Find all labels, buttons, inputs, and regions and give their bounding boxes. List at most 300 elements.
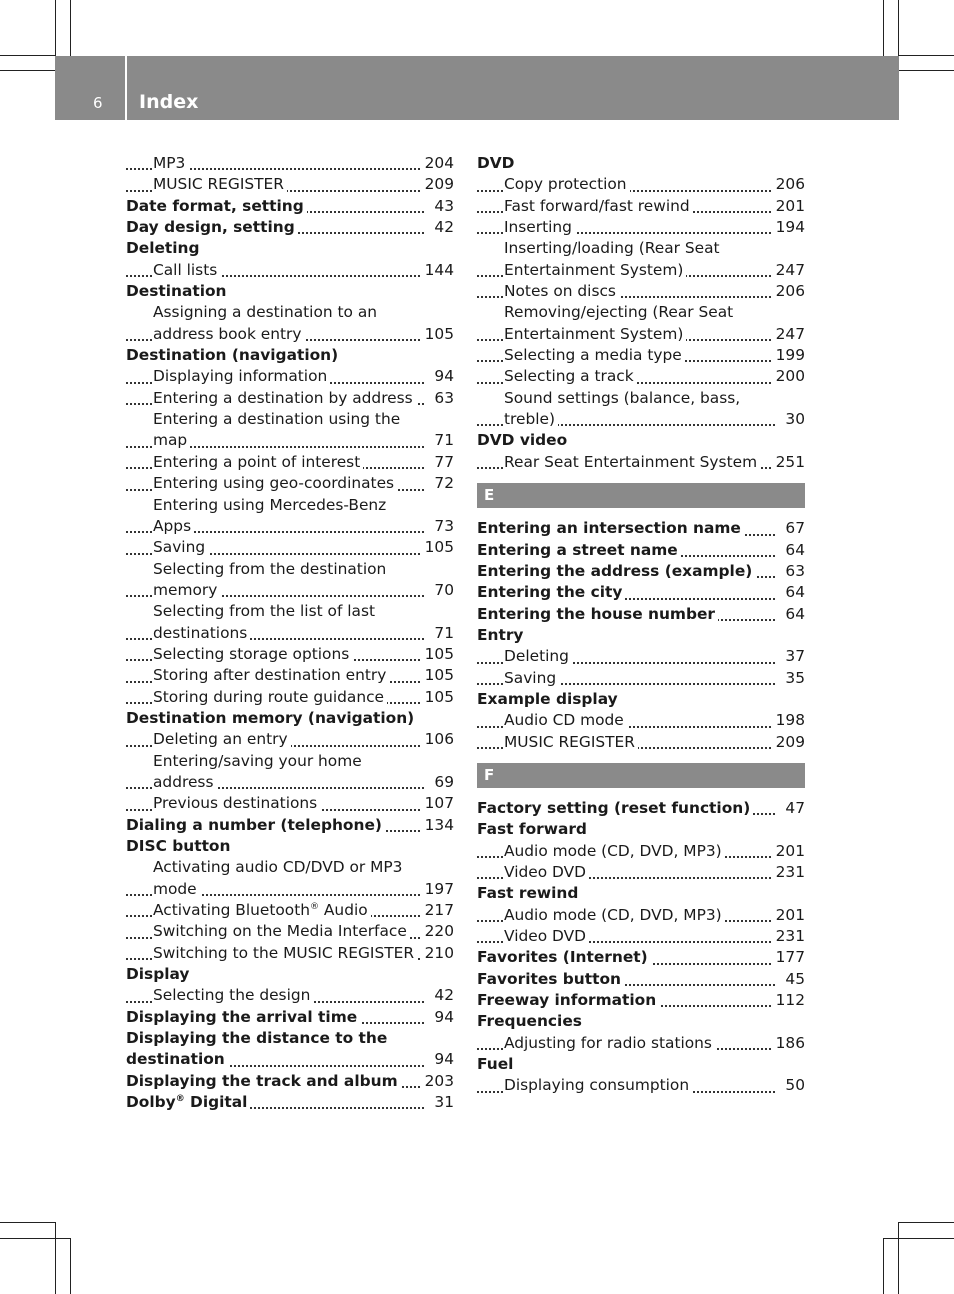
index-subentry <box>126 559 454 580</box>
entry-label <box>504 367 637 385</box>
index-subentry[interactable] <box>126 772 454 793</box>
entry-text: Audio CD mode <box>504 711 624 730</box>
entry-text: Entertainment System) <box>504 260 684 279</box>
index-entry[interactable] <box>126 1049 454 1070</box>
page-reference[interactable]: 206 <box>772 281 805 302</box>
entry-label <box>126 282 230 300</box>
page-reference[interactable]: 31 <box>430 1092 454 1113</box>
index-entry <box>126 238 454 259</box>
index-subentry[interactable] <box>126 452 454 473</box>
entry-label <box>153 367 330 385</box>
entry-label <box>153 303 380 321</box>
entry-label <box>504 927 589 945</box>
entry-label <box>504 906 725 924</box>
entry-text: Day design, setting <box>126 218 295 237</box>
entry-text: Freeway information <box>477 991 657 1010</box>
index-subentry[interactable] <box>126 793 454 814</box>
entry-label <box>153 175 287 193</box>
page-reference[interactable]: 199 <box>772 345 805 366</box>
index-subentry[interactable] <box>477 196 805 217</box>
entry-text: Selecting storage options <box>153 644 350 663</box>
index-entry[interactable] <box>126 196 454 217</box>
page-reference[interactable]: 200 <box>772 366 805 387</box>
entry-text: Deleting <box>504 647 569 666</box>
page-reference[interactable]: 209 <box>772 732 805 753</box>
page-reference[interactable]: 71 <box>430 430 454 451</box>
entry-label <box>126 239 203 257</box>
index-subentry <box>477 238 805 259</box>
index-subentry[interactable] <box>126 729 454 750</box>
index-subentry[interactable] <box>126 430 454 451</box>
entry-text: Fast rewind <box>477 884 579 903</box>
page-reference[interactable]: 72 <box>430 473 454 494</box>
page-reference[interactable]: 206 <box>772 174 805 195</box>
page-reference[interactable]: 204 <box>421 153 454 174</box>
entry-label <box>504 1034 715 1052</box>
index-subentry[interactable] <box>477 174 805 195</box>
entry-text: Destination (navigation) <box>126 346 339 365</box>
entry-text: Inserting/loading (Rear Seat <box>504 239 720 258</box>
entry-text: Entering the city <box>477 583 623 602</box>
entry-label <box>126 1050 228 1068</box>
page-title: Index <box>139 91 199 113</box>
index-entry[interactable] <box>477 582 805 603</box>
page-reference[interactable]: 94 <box>430 1049 454 1070</box>
crop-mark <box>70 1238 71 1294</box>
page-reference[interactable]: 112 <box>772 990 805 1011</box>
entry-text: Apps <box>153 516 192 535</box>
entry-text: Switching to the MUSIC REGISTER <box>153 943 415 962</box>
entry-text: Selecting the design <box>153 986 311 1005</box>
entry-text: Call lists <box>153 260 218 279</box>
index-subentry[interactable] <box>477 926 805 947</box>
entry-label <box>504 389 743 407</box>
entry-label <box>477 991 659 1009</box>
entry-label <box>153 496 389 514</box>
entry-label <box>504 733 638 751</box>
index-subentry[interactable] <box>126 260 454 281</box>
page-reference[interactable]: 63 <box>430 388 454 409</box>
entry-label <box>126 1072 401 1090</box>
index-entry <box>477 1054 805 1075</box>
crop-mark <box>0 55 56 56</box>
index-subentry[interactable] <box>477 732 805 753</box>
page-reference[interactable]: 67 <box>781 518 805 539</box>
crop-mark <box>898 0 899 56</box>
page-reference[interactable]: 45 <box>781 969 805 990</box>
entry-label <box>477 799 753 817</box>
entry-text: Audio mode (CD, DVD, MP3) <box>504 905 722 924</box>
entry-text: Storing during route guidance <box>153 687 385 706</box>
index-subentry[interactable] <box>126 537 454 558</box>
index-subentry[interactable] <box>126 985 454 1006</box>
crop-mark <box>55 0 56 56</box>
page-number: 6 <box>93 94 103 112</box>
entry-text: DVD <box>477 154 515 172</box>
index-entry <box>126 836 454 857</box>
entry-label <box>126 197 307 215</box>
entry-text: Selecting from the list of last <box>153 602 376 621</box>
index-subentry <box>126 409 454 430</box>
entry-label <box>126 1008 360 1026</box>
index-entry[interactable] <box>126 1071 454 1092</box>
entry-label <box>126 709 417 727</box>
index-subentry[interactable] <box>126 623 454 644</box>
page-reference[interactable]: 30 <box>781 409 805 430</box>
page-reference[interactable]: 105 <box>421 644 454 665</box>
index-subentry[interactable] <box>126 687 454 708</box>
entry-text: Example display <box>477 689 618 708</box>
index-subentry[interactable] <box>126 516 454 537</box>
entry-label <box>477 154 517 172</box>
index-entry[interactable] <box>477 604 805 625</box>
index-subentry[interactable] <box>477 646 805 667</box>
index-entry[interactable] <box>477 990 805 1011</box>
entry-label <box>153 666 389 684</box>
entry-text: Deleting <box>126 239 200 258</box>
entry-label <box>153 517 194 535</box>
entry-label <box>153 410 403 428</box>
index-entry[interactable] <box>477 969 805 990</box>
page-reference[interactable]: 209 <box>421 174 454 195</box>
index-subentry[interactable] <box>126 174 454 195</box>
entry-text: Dolby <box>126 1093 176 1112</box>
index-subentry[interactable] <box>126 366 454 387</box>
index-subentry[interactable] <box>477 345 805 366</box>
entry-label <box>477 884 581 902</box>
index-column-left <box>126 153 454 1113</box>
page-reference[interactable]: 231 <box>772 862 805 883</box>
page-reference[interactable]: 247 <box>772 260 805 281</box>
page-reference[interactable]: 37 <box>781 646 805 667</box>
entry-text: Entering/saving your home <box>153 751 362 770</box>
index-subentry <box>126 751 454 772</box>
entry-label <box>504 303 736 321</box>
entry-label <box>153 325 304 343</box>
entry-text: Dialing a number (telephone) <box>126 815 382 834</box>
index-subentry[interactable] <box>126 153 454 174</box>
page-reference[interactable]: 198 <box>772 710 805 731</box>
entry-text: Factory setting (reset function) <box>477 798 751 817</box>
index-subentry[interactable] <box>477 281 805 302</box>
entry-label <box>477 519 744 537</box>
page-reference[interactable]: 247 <box>772 324 805 345</box>
entry-label <box>477 541 681 559</box>
page-reference[interactable]: 94 <box>430 366 454 387</box>
entry-text: Saving <box>153 538 206 557</box>
index-subentry[interactable] <box>477 1033 805 1054</box>
entry-label <box>153 880 200 898</box>
section-letter-header: F <box>477 763 805 788</box>
entry-text: Entering a destination using the <box>153 410 401 429</box>
entry-label <box>153 560 389 578</box>
entry-text: Sound settings (balance, bass, <box>504 388 741 407</box>
index-entry <box>126 964 454 985</box>
index-subentry[interactable] <box>126 580 454 601</box>
entry-text: MUSIC REGISTER <box>504 732 635 751</box>
index-entry[interactable] <box>126 1007 454 1028</box>
entry-text: Fuel <box>477 1055 514 1074</box>
page-reference[interactable]: 35 <box>781 668 805 689</box>
index-entry[interactable] <box>477 561 805 582</box>
entry-label <box>504 282 619 300</box>
page-reference[interactable]: 201 <box>772 196 805 217</box>
page-reference[interactable]: 77 <box>430 452 454 473</box>
entry-text: Selecting a media type <box>504 346 682 365</box>
page-reference[interactable]: 177 <box>772 947 805 968</box>
entry-text: Date format, setting <box>126 196 304 215</box>
entry-text: memory <box>153 580 218 599</box>
entry-label <box>153 986 313 1004</box>
entry-text: Destination memory (navigation) <box>126 708 415 727</box>
registered-mark: ® <box>310 901 320 912</box>
page-reference[interactable]: 220 <box>421 921 454 942</box>
index-subentry[interactable] <box>126 943 454 964</box>
crop-mark <box>898 70 954 71</box>
entry-text: address book entry <box>153 324 302 343</box>
entry-label <box>153 645 352 663</box>
index-subentry <box>477 302 805 323</box>
crop-mark <box>898 1222 899 1294</box>
crop-mark <box>55 1222 56 1294</box>
page-reference[interactable]: 94 <box>430 1007 454 1028</box>
index-entry[interactable] <box>126 1092 454 1113</box>
entry-text: DVD video <box>477 431 568 450</box>
entry-text: Fast forward/fast rewind <box>504 196 690 215</box>
index-subentry[interactable] <box>477 324 805 345</box>
entry-text: Entering the house number <box>477 604 716 623</box>
index-entry <box>477 883 805 904</box>
entry-label <box>153 752 365 770</box>
entry-text: mode <box>153 879 197 898</box>
entry-label <box>153 688 387 706</box>
index-entry[interactable] <box>477 540 805 561</box>
entry-label <box>153 624 250 642</box>
index-entry <box>126 345 454 366</box>
entry-text: destinations <box>153 623 248 642</box>
page-reference[interactable]: 201 <box>772 905 805 926</box>
index-subentry[interactable] <box>126 388 454 409</box>
index-subentry[interactable] <box>126 921 454 942</box>
index-subentry[interactable] <box>126 473 454 494</box>
crop-mark <box>883 1238 884 1294</box>
entry-text: Destination <box>126 282 227 301</box>
page-reference[interactable]: 69 <box>430 772 454 793</box>
page-reference[interactable]: 105 <box>421 324 454 345</box>
entry-text: Fast forward <box>477 820 587 839</box>
page-reference[interactable]: 144 <box>421 260 454 281</box>
index-subentry[interactable] <box>477 452 805 473</box>
page-reference[interactable]: 43 <box>430 196 454 217</box>
entry-label <box>153 901 371 919</box>
page-reference[interactable]: 194 <box>772 217 805 238</box>
index-subentry[interactable] <box>477 668 805 689</box>
index-subentry[interactable] <box>477 862 805 883</box>
page-reference[interactable]: 106 <box>421 729 454 750</box>
crop-mark <box>0 1222 56 1223</box>
header-divider <box>125 56 127 120</box>
entry-label <box>126 965 192 983</box>
index-column-right <box>477 153 805 1097</box>
entry-label <box>477 562 755 580</box>
entry-label <box>477 820 590 838</box>
page-reference[interactable]: 70 <box>430 580 454 601</box>
section-letter-header: E <box>477 483 805 508</box>
page-reference[interactable]: 71 <box>430 623 454 644</box>
entry-text: Copy protection <box>504 175 627 194</box>
entry-label <box>153 794 320 812</box>
index-entry[interactable] <box>477 947 805 968</box>
page-reference[interactable]: 217 <box>421 900 454 921</box>
entry-text: Deleting an entry <box>153 730 288 749</box>
crop-mark <box>883 0 884 56</box>
entry-text: Frequencies <box>477 1012 582 1031</box>
entry-text: Saving <box>504 668 557 687</box>
page-reference[interactable]: 203 <box>421 1071 454 1092</box>
entry-text: Displaying information <box>153 367 328 386</box>
index-subentry[interactable] <box>477 409 805 430</box>
entry-text: Adjusting for radio stations <box>504 1033 712 1052</box>
entry-label <box>504 261 686 279</box>
entry-text: Previous destinations <box>153 794 318 813</box>
entry-text: Video DVD <box>504 862 586 881</box>
entry-label <box>477 948 651 966</box>
page-reference[interactable]: 64 <box>781 604 805 625</box>
page-reference[interactable]: 251 <box>772 452 805 473</box>
entry-label <box>153 581 220 599</box>
entry-label <box>126 837 233 855</box>
page-reference[interactable]: 197 <box>421 879 454 900</box>
entry-text: treble) <box>504 410 556 429</box>
entry-label <box>153 431 190 449</box>
entry-label <box>477 605 718 623</box>
crop-mark <box>898 55 954 56</box>
index-subentry[interactable] <box>477 260 805 281</box>
index-entry <box>477 153 805 174</box>
page-reference[interactable]: 105 <box>421 537 454 558</box>
index-subentry[interactable] <box>477 710 805 731</box>
entry-text: Video DVD <box>504 927 586 945</box>
entry-label <box>477 1055 516 1073</box>
page-reference[interactable]: 186 <box>772 1033 805 1054</box>
entry-label <box>477 970 624 988</box>
index-entry[interactable] <box>126 217 454 238</box>
page-reference[interactable]: 42 <box>430 217 454 238</box>
entry-text: Entering a destination by address <box>153 388 413 407</box>
entry-label <box>504 453 760 471</box>
index-subentry <box>126 857 454 878</box>
page-reference[interactable]: 201 <box>772 841 805 862</box>
entry-label <box>504 669 559 687</box>
page-reference[interactable]: 73 <box>430 516 454 537</box>
entry-label <box>126 346 341 364</box>
entry-label <box>153 602 378 620</box>
page-reference[interactable]: 47 <box>781 798 805 819</box>
entry-label <box>477 431 570 449</box>
index-entry <box>477 1011 805 1032</box>
index-subentry[interactable] <box>126 665 454 686</box>
entry-label <box>153 858 405 876</box>
page-reference[interactable]: 63 <box>781 561 805 582</box>
entry-label <box>153 261 220 279</box>
entry-text: Switching on the Media Interface <box>153 922 407 941</box>
entry-text: MP3 <box>153 154 186 172</box>
page-reference[interactable]: 231 <box>772 926 805 947</box>
entry-label <box>153 538 208 556</box>
entry-text: MUSIC REGISTER <box>153 175 284 194</box>
index-subentry[interactable] <box>477 905 805 926</box>
entry-label <box>504 842 725 860</box>
index-entry[interactable] <box>477 798 805 819</box>
index-subentry[interactable] <box>477 841 805 862</box>
entry-text: Notes on discs <box>504 282 616 301</box>
index-subentry[interactable] <box>477 1075 805 1096</box>
entry-text: Displaying consumption <box>504 1076 690 1095</box>
crop-mark <box>0 70 56 71</box>
crop-mark <box>898 1222 954 1223</box>
entry-label <box>477 583 625 601</box>
entry-text: Entering the address (example) <box>477 561 753 580</box>
page-reference[interactable]: 50 <box>781 1075 805 1096</box>
page-reference[interactable]: 105 <box>421 687 454 708</box>
entry-label <box>504 1076 692 1094</box>
page-reference[interactable]: 134 <box>421 815 454 836</box>
index-entry[interactable] <box>126 815 454 836</box>
entry-label <box>153 474 397 492</box>
entry-text: Entering a street name <box>477 540 678 559</box>
page-reference[interactable]: 64 <box>781 540 805 561</box>
entry-text: Displaying the distance to the <box>126 1029 388 1048</box>
index-subentry[interactable] <box>126 879 454 900</box>
page-reference[interactable]: 42 <box>430 985 454 1006</box>
page-reference[interactable]: 107 <box>421 793 454 814</box>
entry-text: Rear Seat Entertainment System <box>504 452 758 471</box>
page-header <box>55 56 899 120</box>
index-entry[interactable] <box>477 518 805 539</box>
index-subentry[interactable] <box>126 644 454 665</box>
entry-text: address <box>153 772 214 791</box>
entry-label <box>504 175 630 193</box>
page-reference[interactable]: 64 <box>781 582 805 603</box>
entry-label <box>153 154 188 172</box>
index-subentry[interactable] <box>126 324 454 345</box>
entry-text: destination <box>126 1050 225 1069</box>
entry-label <box>504 647 572 665</box>
entry-text: Selecting from the destination <box>153 559 387 578</box>
index-subentry[interactable] <box>477 217 805 238</box>
entry-label <box>477 690 621 708</box>
entry-text: Inserting <box>504 218 572 237</box>
entry-label <box>477 1012 585 1030</box>
entry-text: Removing/ejecting (Rear Seat <box>504 303 734 322</box>
entry-label <box>126 816 385 834</box>
entry-text: Audio mode (CD, DVD, MP3) <box>504 841 722 860</box>
index-subentry[interactable] <box>126 900 454 921</box>
page-reference[interactable]: 210 <box>421 943 454 964</box>
entry-text: Activating Bluetooth <box>153 901 311 920</box>
entry-label <box>504 410 558 428</box>
entry-text: Entering a point of interest <box>153 452 361 471</box>
entry-text: Entertainment System) <box>504 324 684 343</box>
index-subentry[interactable] <box>477 366 805 387</box>
entry-label <box>504 239 723 257</box>
page-reference[interactable]: 105 <box>421 665 454 686</box>
entry-label <box>504 325 686 343</box>
entry-text-suffix: Audio <box>319 901 368 920</box>
entry-label <box>504 711 627 729</box>
entry-text: Displaying the track and album <box>126 1071 398 1090</box>
index-subentry <box>126 601 454 622</box>
